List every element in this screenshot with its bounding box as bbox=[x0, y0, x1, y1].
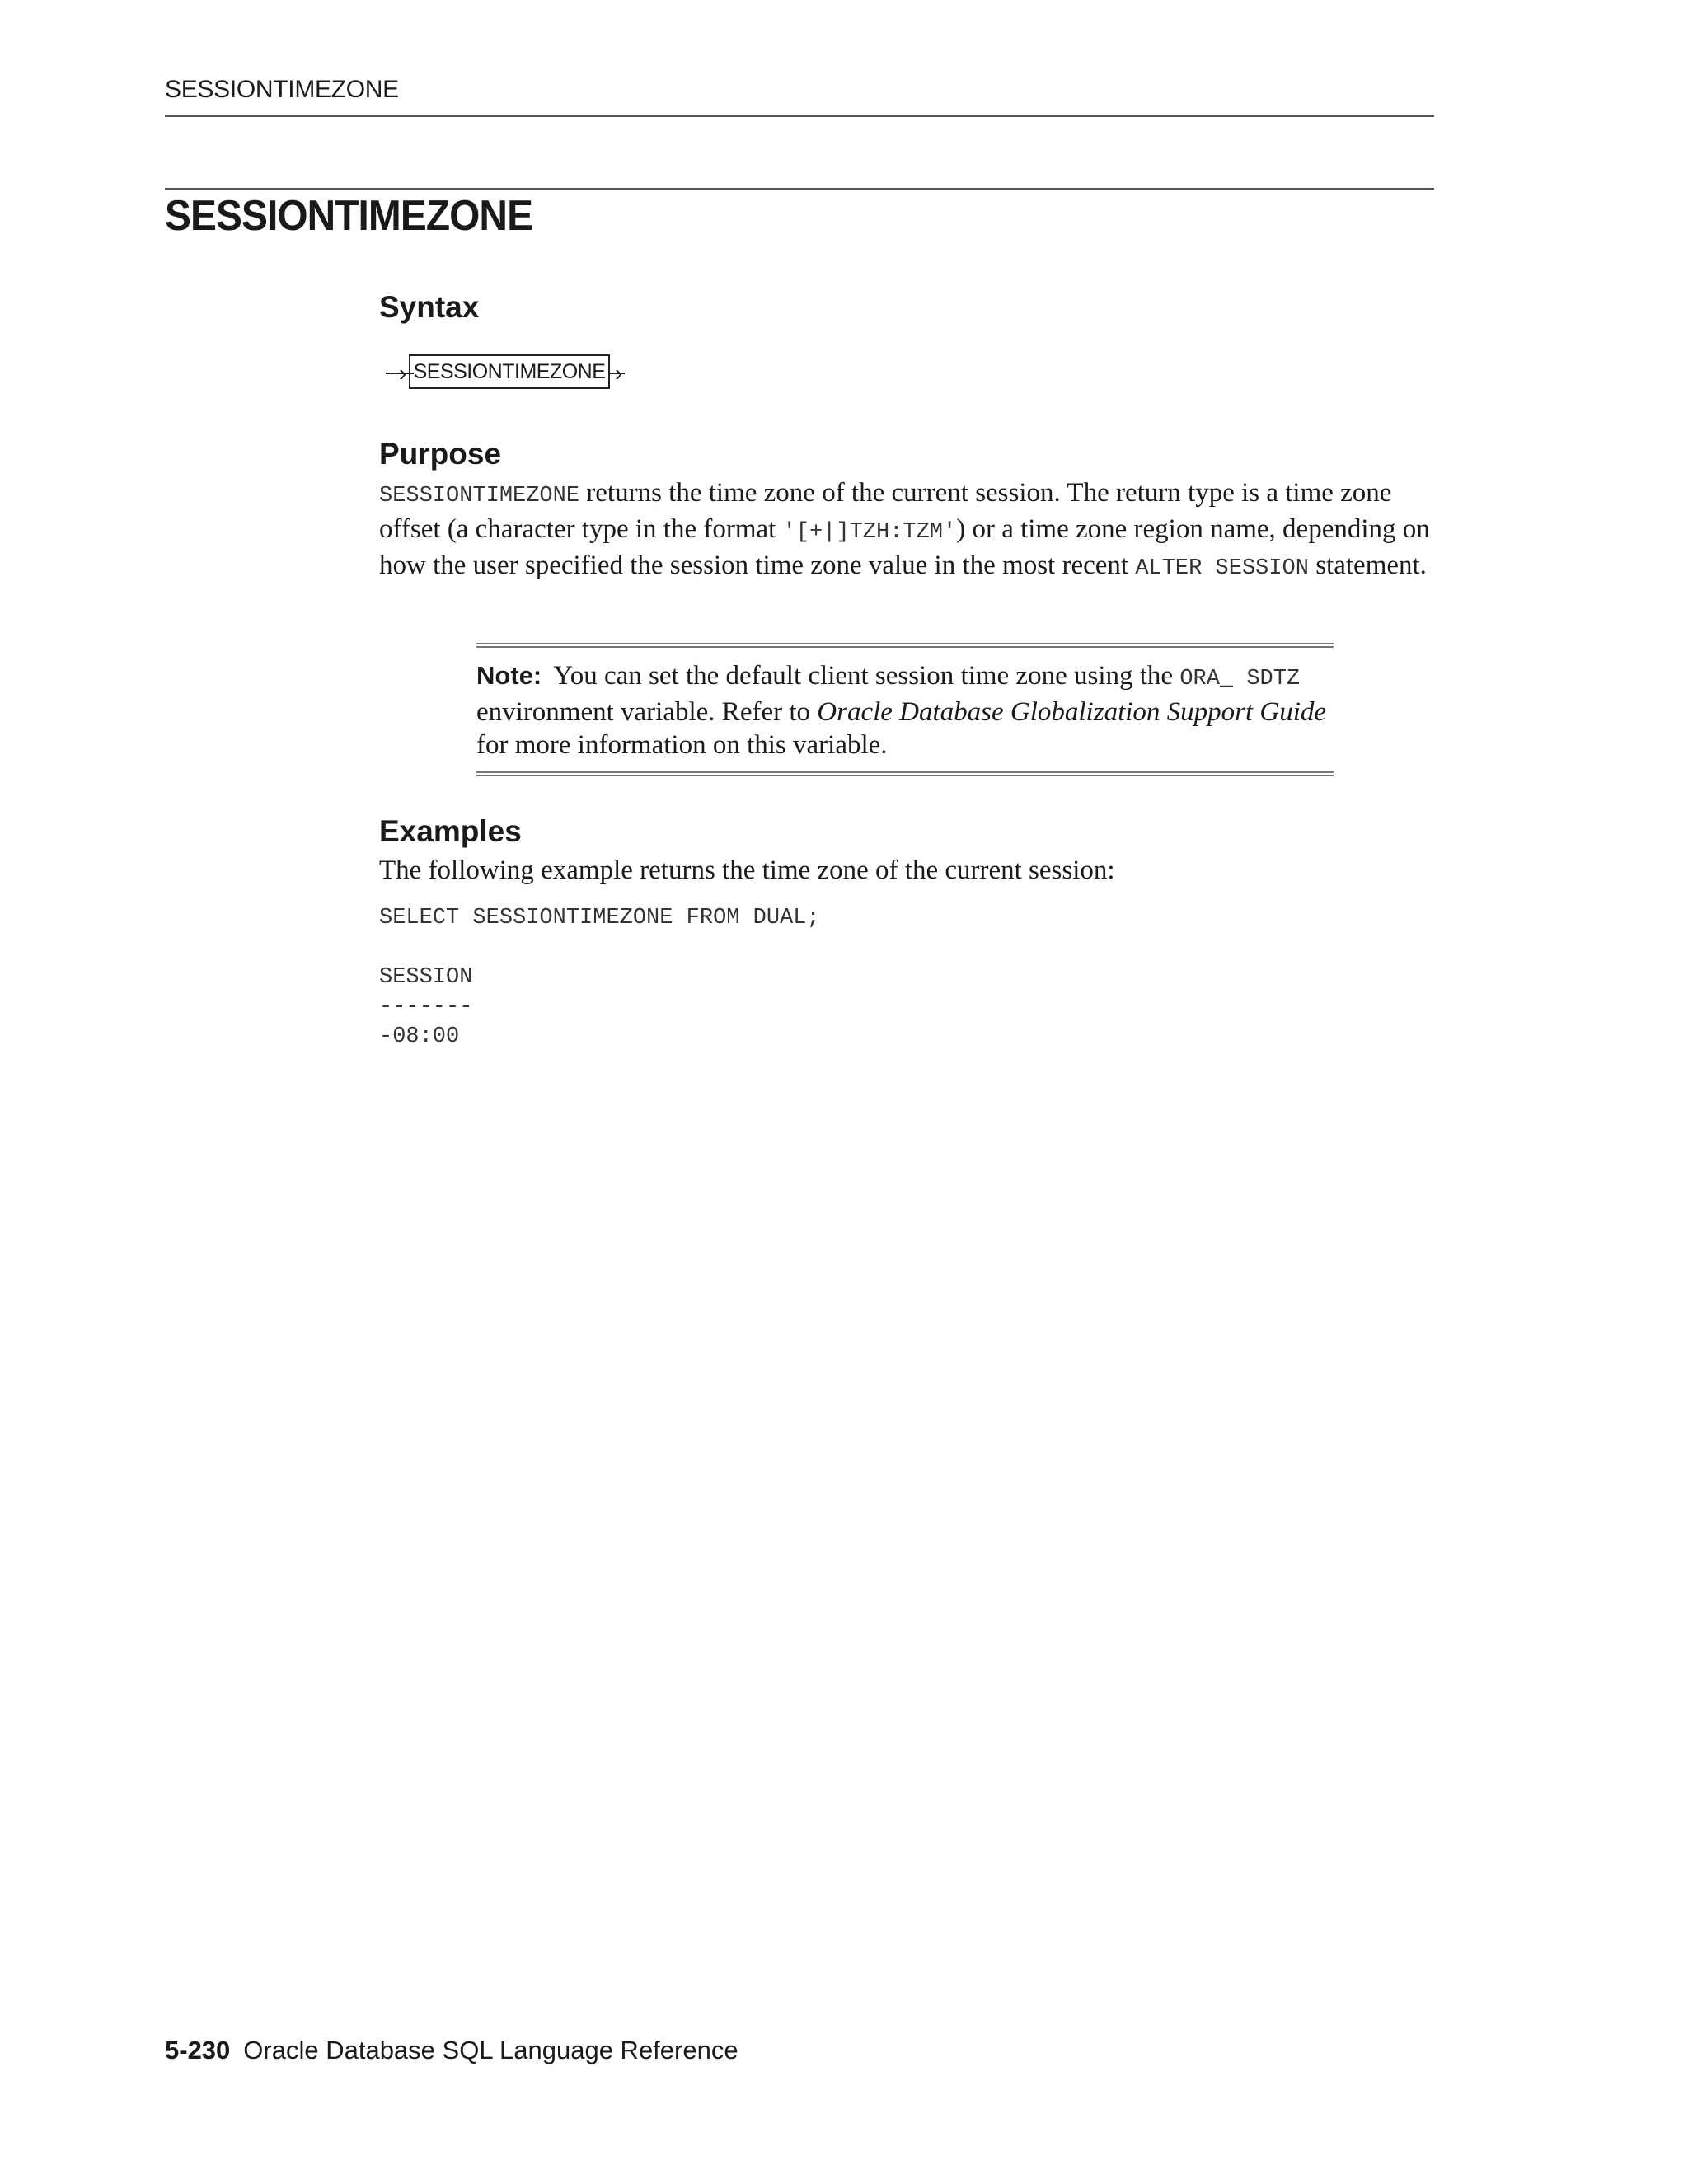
purpose-code-alter-session: ALTER SESSION bbox=[1135, 556, 1309, 581]
note-guide-title: Oracle Database Globalization Support Guide bbox=[817, 697, 1327, 727]
note-rule-top bbox=[476, 643, 1334, 648]
purpose-heading: Purpose bbox=[379, 437, 502, 471]
page-footer bbox=[165, 2036, 738, 2065]
header-rule bbox=[165, 115, 1434, 117]
syntax-keyword-box: SESSIONTIMEZONE bbox=[409, 354, 610, 389]
page-title: SESSIONTIMEZONE bbox=[165, 192, 533, 240]
note-text-3: for more information on this variable. bbox=[476, 730, 888, 760]
arrow-end-icon: › bbox=[615, 360, 623, 386]
note-code-ora-sdtz: ORA_ SDTZ bbox=[1179, 667, 1301, 691]
page-number: 5-230 bbox=[165, 2036, 231, 2064]
note-box bbox=[476, 659, 1334, 762]
title-rule bbox=[165, 188, 1434, 190]
purpose-text-1: returns the time zone of the current session. The return type is a time zone offset (a character type in the format bbox=[379, 478, 1392, 544]
syntax-diagram bbox=[381, 353, 645, 394]
purpose-paragraph bbox=[379, 476, 1434, 585]
note-text-1: You can set the default client session time zone using the bbox=[553, 661, 1180, 691]
purpose-text-2: ) or a time zone region name, depending on how the user specified the session time zone value in the most recent bbox=[379, 514, 1430, 580]
syntax-heading: Syntax bbox=[379, 290, 480, 324]
examples-intro: The following example returns the time zone of the current session: bbox=[379, 855, 1115, 885]
arrow-right-icon: › bbox=[399, 360, 407, 386]
example-code-block: SELECT SESSIONTIMEZONE FROM DUAL; SESSION ------- -08:00 bbox=[379, 906, 820, 1049]
examples-heading: Examples bbox=[379, 814, 522, 848]
note-rule-bottom bbox=[476, 771, 1334, 776]
note-label: Note: bbox=[476, 661, 542, 690]
note-text-2: environment variable. Refer to bbox=[476, 697, 818, 727]
running-head: SESSIONTIMEZONE bbox=[165, 76, 399, 103]
purpose-code-format: '[+|]TZH:TZM' bbox=[782, 520, 957, 545]
book-title: Oracle Database SQL Language Reference bbox=[243, 2036, 738, 2064]
purpose-code-sessiontimezone: SESSIONTIMEZONE bbox=[379, 484, 580, 509]
purpose-text-3: statement. bbox=[1308, 551, 1427, 580]
